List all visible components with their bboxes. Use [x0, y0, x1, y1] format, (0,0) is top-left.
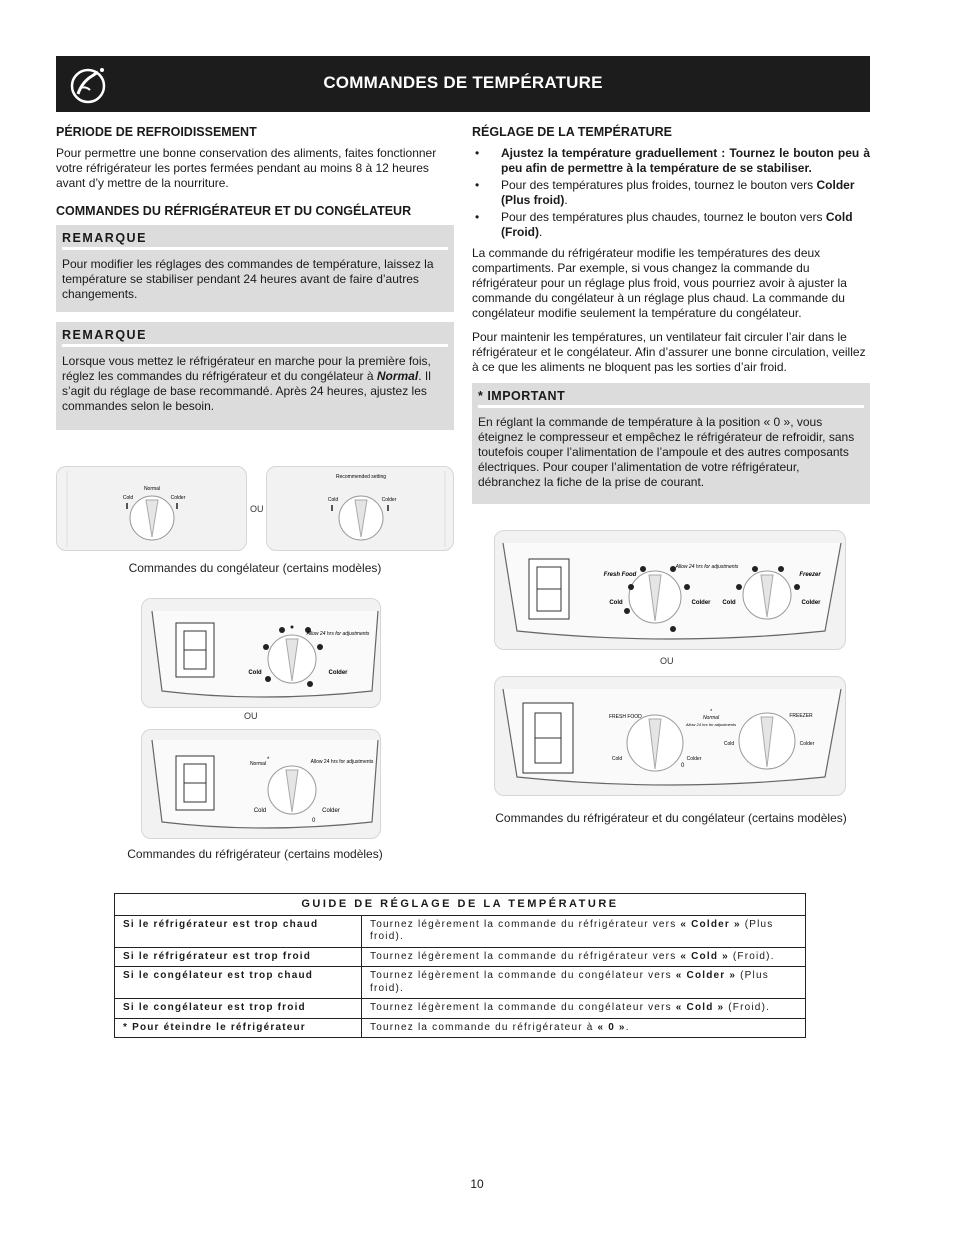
- freezer-control-panel: [266, 466, 454, 551]
- figure-caption: Commandes du congélateur (certains modèles): [128, 561, 382, 575]
- action-text: Tournez la commande du réfrigérateur à: [370, 1021, 598, 1033]
- list-item: [472, 146, 870, 176]
- dial-label: Cold: [253, 808, 267, 814]
- important-title: * IMPORTANT: [478, 389, 864, 408]
- fridge-control-panel: [141, 598, 381, 708]
- dial-label: Colder: [322, 808, 340, 814]
- note-text: Pour modifier les réglages des commandes de température, laissez la température se stabiliser pendant 24 heures avant de faire d’autres changements.: [62, 257, 434, 301]
- dial-label: Recommended setting: [335, 474, 387, 480]
- figure-caption: Commandes du réfrigérateur et du congélateur (certains modèles): [495, 811, 847, 825]
- adjust-list: [472, 146, 870, 240]
- action-bold: « Colder »: [675, 970, 737, 981]
- dial-label: Colder: [381, 497, 397, 503]
- dial-label: Colder: [328, 670, 348, 676]
- or-label: OU: [244, 711, 258, 721]
- action-bold: « Colder »: [680, 918, 741, 930]
- temperature-guide-table: [114, 893, 806, 1038]
- action-text: Tournez légèrement la commande du réfrigérateur vers: [370, 918, 681, 930]
- dial-label: Cold: [723, 741, 735, 747]
- table-row: [115, 999, 806, 1019]
- note-box: [56, 322, 454, 430]
- action-bold: « Cold »: [680, 950, 729, 962]
- condition-cell: Si le congélateur est trop chaud: [115, 967, 362, 999]
- action-cell: [362, 915, 806, 947]
- normal-emphasis: Normal: [376, 369, 419, 383]
- dial-label: *: [710, 709, 712, 715]
- action-text: (Plus froid).: [370, 970, 769, 994]
- left-column: [56, 124, 454, 440]
- body-paragraph: Pour maintenir les températures, un ventilateur fait circuler l’air dans le réfrigérateur et le congélateur. Afin d’assurer une bonne circulation, veillez à ce que les aliments ne bloquent pas les sorties d’air froid.: [472, 330, 866, 374]
- body-paragraph: La commande du réfrigérateur modifie les températures des deux compartiments. Par exemple, si vous changez la commande du réfrigérateur pour un réglage plus froid, vous pourriez avoir à ajuster la commande du congélateur à un réglage plus chaud. La commande du congélateur modifie seulement la température du congélateur.: [472, 246, 847, 320]
- dial-zero: 0: [681, 763, 685, 769]
- condition-cell: Si le congélateur est trop froid: [115, 999, 362, 1019]
- list-item: [472, 210, 870, 240]
- adjust-heading: RÉGLAGE DE LA TEMPÉRATURE: [472, 125, 673, 139]
- dial-label: Colder: [170, 495, 186, 501]
- action-cell: [362, 947, 806, 967]
- dial-label: Cold: [611, 756, 623, 762]
- dial-label: Cold: [327, 497, 339, 503]
- action-cell: [362, 967, 806, 999]
- dial-label: Allow 24 hrs for adjustments: [310, 759, 374, 765]
- fridge-dial-figure: [142, 599, 382, 709]
- bullet-text: .: [564, 193, 568, 207]
- note-text: [62, 354, 448, 414]
- dial-label: FREEZER: [789, 713, 813, 719]
- action-text: (Froid).: [728, 950, 775, 962]
- note-title: REMARQUE: [62, 328, 448, 347]
- fridge-control-panel: [141, 729, 381, 839]
- dial-star: *: [267, 757, 270, 763]
- note-text-part: . Il s’agit du réglage de base recommandé. Après 24 heures, ajustez les commandes selon le besoin.: [62, 369, 431, 413]
- condition-cell: * Pour éteindre le réfrigérateur: [115, 1018, 362, 1038]
- note-box: [56, 225, 454, 312]
- dial-label: Allow 24 hrs for adjustments: [306, 631, 370, 637]
- right-column: [472, 124, 870, 514]
- bullet-bold: Cold (Froid): [501, 210, 853, 239]
- action-text: (Plus froid).: [370, 918, 774, 942]
- condition-cell: Si le réfrigérateur est trop froid: [115, 947, 362, 967]
- dial-label: Colder: [691, 600, 711, 606]
- dial-label: Cold: [609, 600, 623, 606]
- table-row: [115, 967, 806, 999]
- bullet-text: Pour des températures plus froides, tournez le bouton vers: [501, 178, 817, 192]
- controls-heading: COMMANDES DU RÉFRIGÉRATEUR ET DU CONGÉLATEUR: [56, 204, 412, 218]
- list-item: [472, 178, 870, 208]
- action-text: Tournez légèrement la commande du réfrigérateur vers: [370, 950, 681, 962]
- action-text: .: [625, 1021, 630, 1033]
- combined-control-panel: [494, 676, 846, 796]
- table-row: [115, 947, 806, 967]
- cooling-text: Pour permettre une bonne conservation des aliments, faites fonctionner votre réfrigérateur les portes fermées pendant au moins 8 à 12 heures avant d’y mettre de la nourriture.: [56, 146, 437, 190]
- dial-label: FRESH FOOD: [609, 714, 642, 720]
- action-text: Tournez légèrement la commande du congélateur vers: [370, 1002, 676, 1013]
- dial-label: Normal: [249, 761, 267, 767]
- dial-label: Normal: [702, 715, 720, 721]
- action-text: Tournez légèrement la commande du congélateur vers: [370, 970, 676, 981]
- note-text-part: Lorsque vous mettez le réfrigérateur en marche pour la première fois, réglez les commandes du réfrigérateur et du congélateur à: [62, 354, 431, 383]
- dial-label: Colder: [686, 756, 702, 762]
- dial-label: Allow 24 hrs for adjustments: [675, 564, 739, 570]
- bullet-text: Pour des températures plus chaudes, tournez le bouton vers: [501, 210, 826, 224]
- or-label: OU: [660, 656, 674, 666]
- bullet-text: .: [539, 225, 543, 239]
- bullet-text: Ajustez la température graduellement : Tournez le bouton peu à peu afin de permettre à la température de se stabiliser.: [501, 146, 870, 175]
- note-title: REMARQUE: [62, 231, 448, 250]
- action-bold: « Cold »: [675, 1002, 725, 1013]
- table-title: GUIDE DE RÉGLAGE DE LA TEMPÉRATURE: [115, 894, 806, 916]
- table-header-row: [115, 894, 806, 916]
- action-cell: [362, 1018, 806, 1038]
- action-text: (Froid).: [724, 1002, 771, 1013]
- important-text: En réglant la commande de température à la position « 0 », vous éteignez le compresseur et empêchez le réfrigérateur de refroidir, sans toutefois couper l’alimentation de l’ampoule et des autres composants électriques. Pour couper l’alimentation de votre réfrigérateur, débranchez la fiche de la prise de courant.: [478, 415, 855, 489]
- combined-dial-figure: [495, 531, 847, 651]
- dial-label: Cold: [122, 495, 134, 501]
- action-bold: « 0 »: [597, 1021, 626, 1033]
- or-label: OU: [250, 504, 264, 514]
- dial-label: Cold: [248, 670, 262, 676]
- section-header: [56, 56, 870, 112]
- dial-label: Colder: [801, 600, 821, 606]
- page-title: COMMANDES DE TEMPÉRATURE: [323, 73, 603, 92]
- dial-label: Colder: [799, 741, 815, 747]
- freezer-dial-figure: [57, 467, 248, 552]
- dial-label: Normal: [143, 486, 161, 492]
- fridge-dial-figure: [142, 730, 382, 840]
- freezer-dial-figure: [267, 467, 455, 552]
- bullet-bold: Colder (Plus froid): [501, 178, 855, 207]
- action-cell: [362, 999, 806, 1019]
- figure-caption: Commandes du réfrigérateur (certains modèles): [127, 847, 383, 861]
- dial-label: Cold: [722, 600, 736, 606]
- cooling-heading: PÉRIODE DE REFROIDISSEMENT: [56, 125, 257, 139]
- dial-label: Fresh Food: [603, 572, 637, 578]
- table-row: [115, 915, 806, 947]
- dial-label: Freezer: [799, 572, 821, 578]
- important-box: [472, 383, 870, 504]
- condition-cell: Si le réfrigérateur est trop chaud: [115, 915, 362, 947]
- dial-label: Allow 24 hrs for adjustments: [685, 722, 737, 727]
- table-row: [115, 1018, 806, 1038]
- page-number: 10: [470, 1177, 484, 1191]
- freezer-control-panel: [56, 466, 247, 551]
- combined-control-panel: [494, 530, 846, 650]
- dial-zero: 0: [312, 818, 316, 824]
- combined-dial-figure: [495, 677, 847, 797]
